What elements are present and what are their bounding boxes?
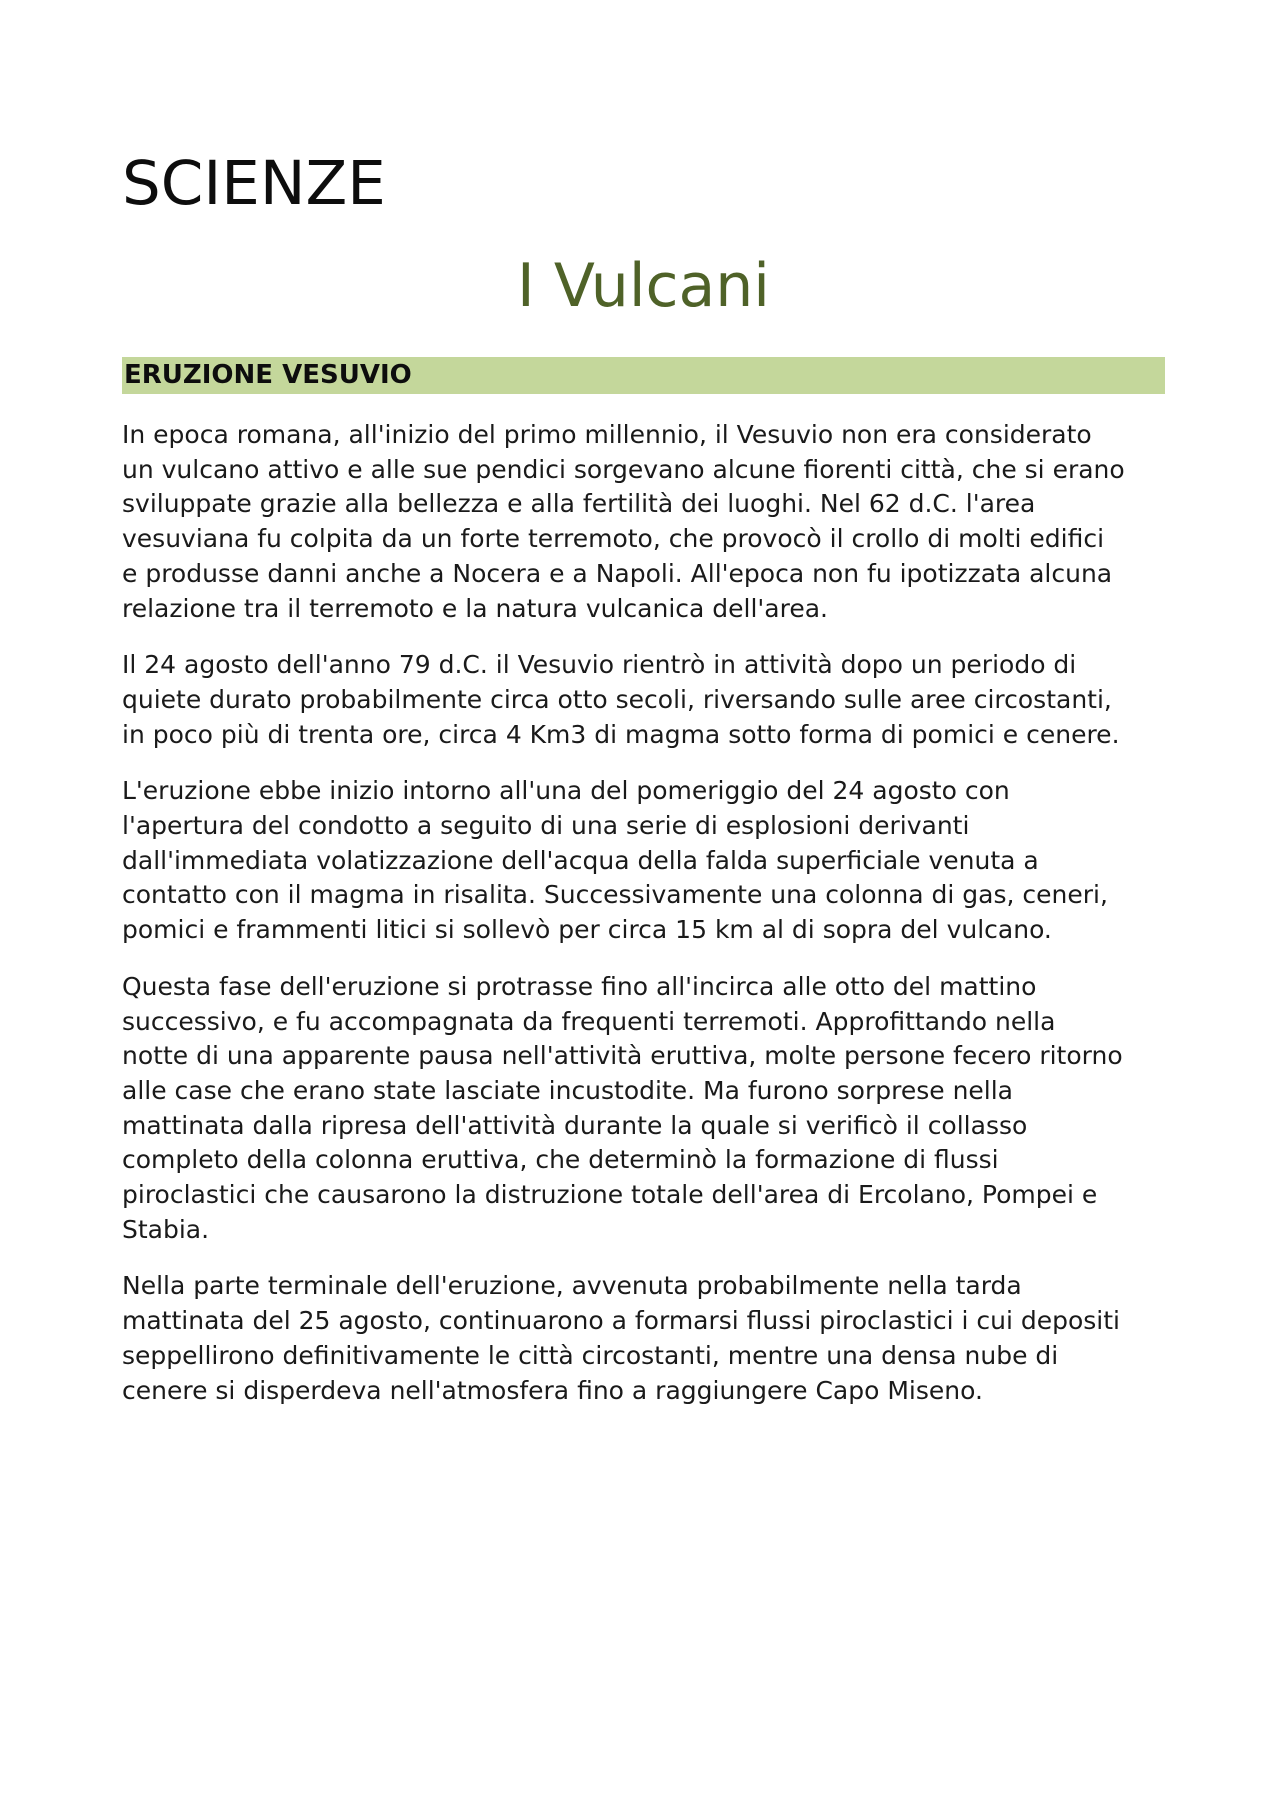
body-text [122,418,1172,1430]
paragraph-4: Questa fase dell'eruzione si protrasse fino all'incirca alle otto del mattino successivo, e fu accompagnata da frequenti terremoti. Approfittando nella notte di una apparente pausa nell'attività eruttiva, molte persone fecero ritorno alle case che erano state lasciate incustodite. Ma furono sorprese nella mattinata dalla ripresa dell'attività durante la quale si verificò il collasso completo della colonna eruttiva, che determinò la formazione di flussi piroclastici che causarono la distruzione totale dell'area di Ercolano, Pompei e Stabia. [122,971,1123,1244]
subject-title: SCIENZE [122,148,386,219]
section-heading: ERUZIONE VESUVIO [122,357,1165,394]
paragraph-3: L'eruzione ebbe inizio intorno all'una del pomeriggio del 24 agosto con l'apertura del condotto a seguito di una serie di esplosioni derivanti dall'immediata volatizzazione dell'acqua della falda superficiale venuta a contatto con il magma in risalita. Successivamente una colonna di gas, ceneri, pomici e frammenti litici si sollevò per circa 15 km al di sopra del vulcano. [122,776,1108,945]
paragraph-5: Nella parte terminale dell'eruzione, avvenuta probabilmente nella tarda mattinata del 25 agosto, continuarono a formarsi flussi piroclastici i cui depositi seppellirono definitivamente le città circostanti, mentre una densa nube di cenere si disperdeva nell'atmosfera fino a raggiungere Capo Miseno. [122,1271,1120,1405]
document-title: I Vulcani [517,251,770,321]
paragraph-1: In epoca romana, all'inizio del primo millennio, il Vesuvio non era considerato un vulcano attivo e alle sue pendici sorgevano alcune fiorenti città, che si erano sviluppate grazie alla bellezza e alla fertilità dei luoghi. Nel 62 d.C. l'area vesuviana fu colpita da un forte terremoto, che provocò il crollo di molti edifici e produsse danni anche a Nocera e a Napoli. All'epoca non fu ipotizzata alcuna relazione tra il terremoto e la natura vulcanica dell'area. [122,420,1125,623]
paragraph-2: Il 24 agosto dell'anno 79 d.C. il Vesuvio rientrò in attività dopo un periodo di quiete durato probabilmente circa otto secoli, riversando sulle aree circostanti, in poco più di trenta ore, circa 4 Km3 di magma sotto forma di pomici e cenere. [122,650,1120,749]
